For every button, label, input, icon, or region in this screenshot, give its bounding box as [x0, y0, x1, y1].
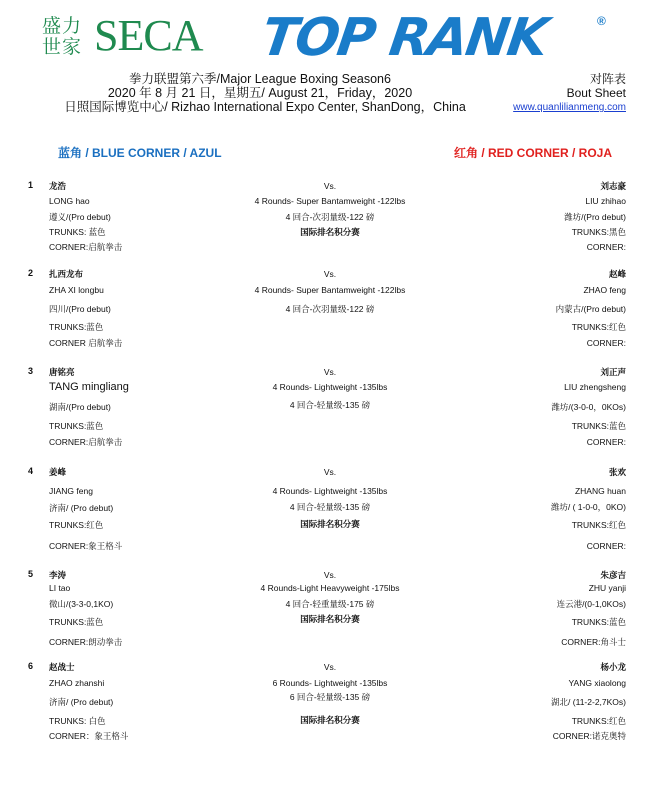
- vs-label: Vs.: [323, 367, 337, 377]
- red-record: 内蒙古/(Pro debut): [555, 304, 626, 314]
- vs-label: Vs.: [323, 662, 337, 672]
- red-record: 潍坊/ ( 1-0-0，0KO): [550, 502, 626, 512]
- red-trunks: TRUNKS:黑色: [571, 227, 626, 237]
- event-title: 拳力联盟第六季/Major League Boxing Season6: [129, 72, 391, 86]
- red-name-en: ZHANG huan: [574, 486, 626, 496]
- ranking-label: 国际排名积分赛: [300, 519, 360, 529]
- blue-name-en: LI tao: [49, 583, 71, 593]
- blue-corner-team: CORNER:启航拳击: [49, 437, 123, 447]
- blue-trunks: TRUNKS: 蓝色: [49, 227, 106, 237]
- red-trunks: TRUNKS:蓝色: [571, 421, 626, 431]
- red-trunks: TRUNKS:蓝色: [571, 617, 626, 627]
- blue-trunks: TRUNKS:蓝色: [49, 421, 104, 431]
- red-corner-heading: 红角 / RED CORNER / ROJA: [454, 146, 613, 160]
- blue-name-en: ZHA XI longbu: [49, 285, 104, 295]
- blue-trunks: TRUNKS:蓝色: [49, 322, 104, 332]
- division-cn: 6 回合-轻量级-135 磅: [289, 692, 371, 702]
- red-trunks: TRUNKS:红色: [571, 520, 626, 530]
- red-trunks: TRUNKS:红色: [571, 322, 626, 332]
- red-name-en: YANG xiaolong: [568, 678, 626, 688]
- red-record: 湖北/ (11-2-2,7KOs): [551, 697, 626, 707]
- bout-number: 6: [28, 661, 34, 671]
- red-name-en: ZHAO feng: [583, 285, 626, 295]
- red-name-cn: 朱彦吉: [600, 570, 626, 580]
- red-name-cn: 刘正声: [600, 367, 626, 377]
- bout-number: 5: [28, 569, 34, 579]
- toprank-logo: TOP RANK: [257, 8, 551, 68]
- blue-trunks: TRUNKS:蓝色: [49, 617, 104, 627]
- event-date: 2020 年 8 月 21 日，星期五/ August 21，Friday，2020: [107, 86, 413, 100]
- red-record: 连云港/(0-1,0KOs): [556, 599, 626, 609]
- red-name-cn: 张欢: [608, 467, 626, 477]
- red-corner-team: CORNER:: [586, 338, 626, 348]
- red-corner-team: CORNER:: [586, 541, 626, 551]
- vs-label: Vs.: [323, 570, 337, 580]
- blue-record: 四川/(Pro debut): [49, 304, 111, 314]
- vs-label: Vs.: [323, 181, 337, 191]
- division-en: 4 Rounds- Super Bantamweight -122lbs: [254, 196, 406, 206]
- red-corner-team: CORNER:: [586, 437, 626, 447]
- red-name-cn: 杨小龙: [600, 662, 626, 672]
- division-cn: 4 回合-次羽量级-122 磅: [285, 304, 375, 314]
- blue-name-cn: 扎西龙布: [49, 269, 84, 279]
- event-venue: 日照国际博览中心/ Rizhao International Expo Center, ShanDong，China: [64, 100, 466, 114]
- blue-name-en: JIANG feng: [49, 486, 93, 496]
- blue-record: 湖南/(Pro debut): [49, 402, 111, 412]
- blue-record: 济南/ (Pro debut): [49, 503, 114, 513]
- vs-label: Vs.: [323, 269, 337, 279]
- division-cn: 4 回合-轻重量级-175 磅: [285, 599, 375, 609]
- blue-name-cn: 姜峰: [49, 467, 67, 477]
- vs-label: Vs.: [323, 467, 337, 477]
- division-en: 4 Rounds- Lightweight -135lbs: [272, 382, 388, 392]
- division-en: 4 Rounds- Lightweight -135lbs: [272, 486, 388, 496]
- red-name-en: ZHU yanji: [588, 583, 626, 593]
- division-cn: 4 回合-轻量级-135 磅: [289, 502, 371, 512]
- blue-corner-team: CORNER:朗动拳击: [49, 637, 123, 647]
- blue-name-en: LONG hao: [49, 196, 90, 206]
- red-record: 潍坊/(Pro debut): [564, 212, 626, 222]
- bout-number: 1: [28, 180, 34, 190]
- division-en: 4 Rounds- Super Bantamweight -122lbs: [254, 285, 406, 295]
- division-en: 6 Rounds- Lightweight -135lbs: [272, 678, 388, 688]
- seca-logo-cn-1: 盛力: [42, 15, 83, 37]
- blue-name-en: TANG mingliang: [49, 381, 129, 393]
- blue-name-cn: 龙浩: [49, 181, 67, 191]
- red-name-cn: 刘志豪: [600, 181, 626, 191]
- blue-corner-team: CORNER 启航拳击: [49, 338, 123, 348]
- blue-trunks: TRUNKS:红色: [49, 520, 104, 530]
- blue-corner-team: CORNER:象王格斗: [49, 541, 123, 551]
- website-link[interactable]: www.quanlilianmeng.com: [513, 102, 626, 113]
- division-cn: 4 回合-次羽量级-122 磅: [285, 212, 375, 222]
- red-trunks: TRUNKS:红色: [571, 716, 626, 726]
- division-en: 4 Rounds-Light Heavyweight -175lbs: [260, 583, 400, 593]
- red-record: 潍坊/(3-0-0，0KOs): [551, 402, 626, 412]
- blue-trunks: TRUNKS: 白色: [49, 716, 106, 726]
- seca-logo-en: SECA: [94, 11, 203, 60]
- bout-number: 2: [28, 268, 34, 278]
- division-cn: 4 回合-轻量级-135 磅: [289, 400, 371, 410]
- blue-name-cn: 赵战士: [49, 662, 75, 672]
- ranking-label: 国际排名积分赛: [300, 614, 360, 624]
- bout-number: 4: [28, 466, 34, 476]
- red-corner-team: CORNER:角斗士: [561, 637, 626, 647]
- blue-record: 微山/(3-3-0,1KO): [49, 599, 114, 609]
- doc-title-en: Bout Sheet: [566, 86, 626, 100]
- red-name-cn: 赵峰: [608, 269, 626, 279]
- red-name-en: LIU zhihao: [585, 196, 626, 206]
- blue-name-cn: 唐铭亮: [49, 367, 75, 377]
- blue-record: 遵义/(Pro debut): [49, 212, 111, 222]
- ranking-label: 国际排名积分赛: [300, 715, 360, 725]
- blue-record: 济南/ (Pro debut): [49, 697, 114, 707]
- blue-corner-team: CORNER:启航拳击: [49, 242, 123, 252]
- registered-mark: ®: [597, 14, 606, 28]
- doc-title-cn: 对阵表: [589, 72, 626, 86]
- blue-corner-heading: 蓝角 / BLUE CORNER / AZUL: [58, 146, 222, 160]
- ranking-label: 国际排名积分赛: [300, 227, 360, 237]
- bout-number: 3: [28, 366, 34, 376]
- red-corner-team: CORNER:诺克奥特: [552, 731, 626, 741]
- blue-name-cn: 李涛: [49, 570, 67, 580]
- blue-name-en: ZHAO zhanshi: [49, 678, 105, 688]
- red-corner-team: CORNER:: [586, 242, 626, 252]
- red-name-en: LIU zhengsheng: [564, 382, 626, 392]
- blue-corner-team: CORNER：象王格斗: [49, 731, 129, 741]
- seca-logo-cn-2: 世家: [42, 36, 83, 58]
